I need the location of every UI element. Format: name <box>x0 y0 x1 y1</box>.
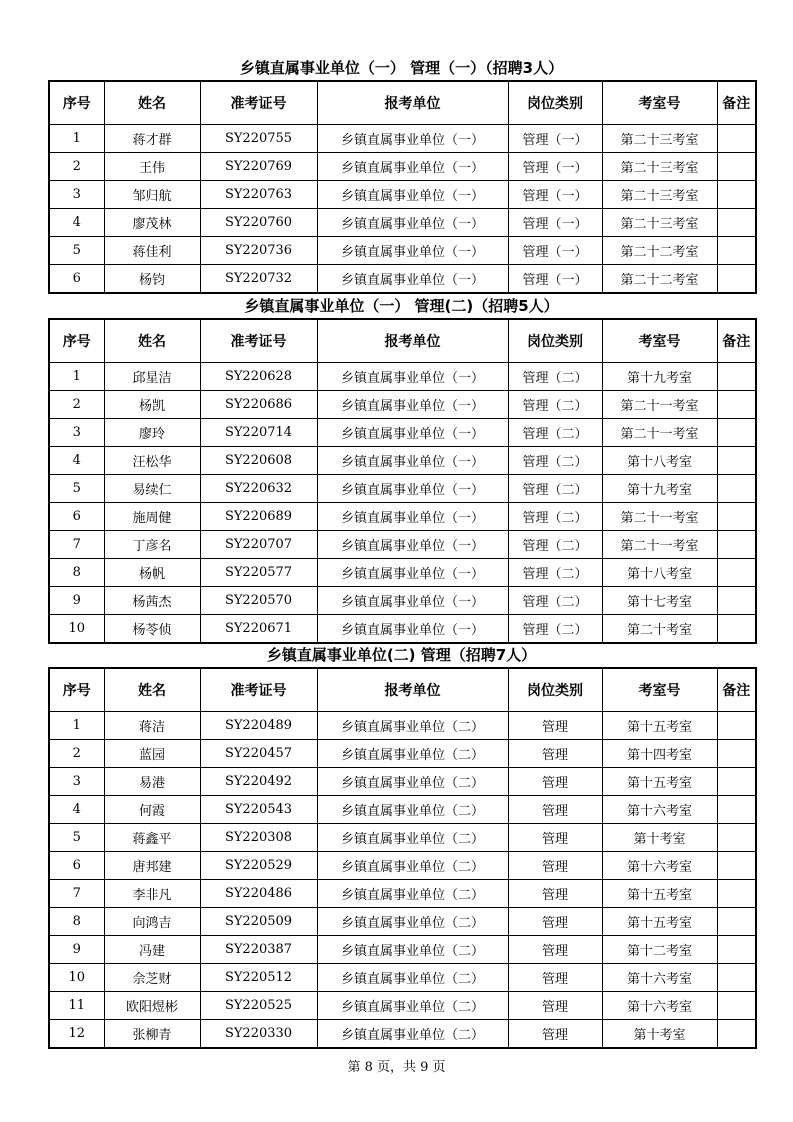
seq-cell: 1 <box>49 712 104 740</box>
seq-cell: 7 <box>49 880 104 908</box>
unit-cell: 乡镇直属事业单位（一） <box>317 265 508 294</box>
post-cell: 管理（二） <box>508 391 602 419</box>
exam-id-cell: SY220632 <box>200 475 317 503</box>
room-cell: 第十七考室 <box>602 587 717 615</box>
unit-cell: 乡镇直属事业单位（一） <box>317 391 508 419</box>
exam-id-cell: SY220769 <box>200 153 317 181</box>
name-cell: 邹归航 <box>104 181 200 209</box>
room-cell: 第十九考室 <box>602 475 717 503</box>
table-row <box>49 824 756 852</box>
exam-id-cell: SY220686 <box>200 391 317 419</box>
name-cell: 杨苓侦 <box>104 615 200 644</box>
name-cell: 王伟 <box>104 153 200 181</box>
seq-cell: 1 <box>49 363 104 391</box>
exam-id-cell: SY220714 <box>200 419 317 447</box>
note-cell <box>717 531 756 559</box>
post-cell: 管理 <box>508 880 602 908</box>
unit-cell: 乡镇直属事业单位（二） <box>317 1020 508 1049</box>
unit-cell: 乡镇直属事业单位（二） <box>317 796 508 824</box>
unit-cell: 乡镇直属事业单位（一） <box>317 125 508 153</box>
table-row <box>49 531 756 559</box>
table-row <box>49 153 756 181</box>
column-header: 姓名 <box>104 319 200 363</box>
seq-cell: 10 <box>49 964 104 992</box>
table-row <box>49 559 756 587</box>
note-cell <box>717 712 756 740</box>
exam-id-cell: SY220330 <box>200 1020 317 1049</box>
room-cell: 第二十一考室 <box>602 503 717 531</box>
post-cell: 管理 <box>508 824 602 852</box>
note-cell <box>717 908 756 936</box>
room-cell: 第十六考室 <box>602 852 717 880</box>
name-cell: 蒋鑫平 <box>104 824 200 852</box>
exam-id-cell: SY220760 <box>200 209 317 237</box>
column-header: 准考证号 <box>200 81 317 125</box>
table-row <box>49 768 756 796</box>
post-cell: 管理 <box>508 740 602 768</box>
post-cell: 管理（二） <box>508 503 602 531</box>
table-row <box>49 615 756 644</box>
note-cell <box>717 880 756 908</box>
column-header: 岗位类别 <box>508 319 602 363</box>
unit-cell: 乡镇直属事业单位（一） <box>317 531 508 559</box>
unit-cell: 乡镇直属事业单位（一） <box>317 615 508 644</box>
post-cell: 管理（一） <box>508 237 602 265</box>
name-cell: 丁彦名 <box>104 531 200 559</box>
post-cell: 管理 <box>508 768 602 796</box>
seq-cell: 6 <box>49 265 104 294</box>
column-header: 准考证号 <box>200 668 317 712</box>
column-header: 姓名 <box>104 81 200 125</box>
table-row <box>49 419 756 447</box>
table-row <box>49 475 756 503</box>
section-title-2: 乡镇直属事业单位（一） 管理(二)（招聘5人） <box>244 297 559 315</box>
exam-id-cell: SY220492 <box>200 768 317 796</box>
seq-cell: 4 <box>49 796 104 824</box>
name-cell: 冯建 <box>104 936 200 964</box>
name-cell: 蓝园 <box>104 740 200 768</box>
table-row <box>49 936 756 964</box>
note-cell <box>717 181 756 209</box>
post-cell: 管理（二） <box>508 559 602 587</box>
exam-id-cell: SY220543 <box>200 796 317 824</box>
seq-cell: 1 <box>49 125 104 153</box>
note-cell <box>717 559 756 587</box>
room-cell: 第十考室 <box>602 824 717 852</box>
exam-id-cell: SY220525 <box>200 992 317 1020</box>
exam-id-cell: SY220755 <box>200 125 317 153</box>
post-cell: 管理（一） <box>508 125 602 153</box>
table-row <box>49 363 756 391</box>
section-title-1: 乡镇直属事业单位（一） 管理（一）（招聘3人） <box>239 59 564 77</box>
room-cell: 第二十三考室 <box>602 125 717 153</box>
seq-cell: 7 <box>49 531 104 559</box>
note-cell <box>717 852 756 880</box>
unit-cell: 乡镇直属事业单位（二） <box>317 768 508 796</box>
column-header: 序号 <box>49 81 104 125</box>
unit-cell: 乡镇直属事业单位（二） <box>317 936 508 964</box>
note-cell <box>717 447 756 475</box>
table-row <box>49 740 756 768</box>
exam-id-cell: SY220529 <box>200 852 317 880</box>
exam-id-cell: SY220457 <box>200 740 317 768</box>
column-header: 报考单位 <box>317 319 508 363</box>
room-cell: 第十四考室 <box>602 740 717 768</box>
post-cell: 管理 <box>508 852 602 880</box>
column-header: 序号 <box>49 319 104 363</box>
name-cell: 向鸿吉 <box>104 908 200 936</box>
room-cell: 第十九考室 <box>602 363 717 391</box>
column-header: 岗位类别 <box>508 668 602 712</box>
room-cell: 第十五考室 <box>602 768 717 796</box>
table-row <box>49 587 756 615</box>
room-cell: 第二十一考室 <box>602 419 717 447</box>
page-footer: 第 8 页，共 9 页 <box>347 1060 446 1075</box>
seq-cell: 9 <box>49 587 104 615</box>
note-cell <box>717 265 756 294</box>
name-cell: 唐邦建 <box>104 852 200 880</box>
column-header: 备注 <box>717 81 756 125</box>
post-cell: 管理 <box>508 964 602 992</box>
name-cell: 廖玲 <box>104 419 200 447</box>
room-cell: 第十八考室 <box>602 559 717 587</box>
column-header: 岗位类别 <box>508 81 602 125</box>
column-header: 准考证号 <box>200 319 317 363</box>
room-cell: 第十六考室 <box>602 992 717 1020</box>
seq-cell: 10 <box>49 615 104 644</box>
name-cell: 易港 <box>104 768 200 796</box>
note-cell <box>717 237 756 265</box>
name-cell: 何霞 <box>104 796 200 824</box>
exam-id-cell: SY220489 <box>200 712 317 740</box>
exam-id-cell: SY220509 <box>200 908 317 936</box>
name-cell: 张柳青 <box>104 1020 200 1049</box>
table-row <box>49 237 756 265</box>
column-header: 姓名 <box>104 668 200 712</box>
exam-id-cell: SY220671 <box>200 615 317 644</box>
post-cell: 管理（二） <box>508 615 602 644</box>
unit-cell: 乡镇直属事业单位（一） <box>317 447 508 475</box>
room-cell: 第二十三考室 <box>602 209 717 237</box>
note-cell <box>717 964 756 992</box>
seq-cell: 4 <box>49 447 104 475</box>
roster-table-3 <box>48 667 757 1049</box>
unit-cell: 乡镇直属事业单位（一） <box>317 419 508 447</box>
seq-cell: 3 <box>49 419 104 447</box>
table-header-row <box>49 81 756 125</box>
name-cell: 杨茜杰 <box>104 587 200 615</box>
table-row <box>49 1020 756 1049</box>
post-cell: 管理（一） <box>508 265 602 294</box>
name-cell: 邱星洁 <box>104 363 200 391</box>
table-row <box>49 209 756 237</box>
name-cell: 易续仁 <box>104 475 200 503</box>
exam-id-cell: SY220577 <box>200 559 317 587</box>
table-header-row <box>49 668 756 712</box>
seq-cell: 6 <box>49 852 104 880</box>
unit-cell: 乡镇直属事业单位（一） <box>317 475 508 503</box>
seq-cell: 3 <box>49 181 104 209</box>
table-row <box>49 391 756 419</box>
seq-cell: 5 <box>49 824 104 852</box>
room-cell: 第二十一考室 <box>602 531 717 559</box>
unit-cell: 乡镇直属事业单位（二） <box>317 908 508 936</box>
room-cell: 第二十二考室 <box>602 237 717 265</box>
exam-id-cell: SY220570 <box>200 587 317 615</box>
roster-table-2 <box>48 318 757 644</box>
exam-id-cell: SY220387 <box>200 936 317 964</box>
table-row <box>49 852 756 880</box>
seq-cell: 5 <box>49 475 104 503</box>
name-cell: 杨帆 <box>104 559 200 587</box>
note-cell <box>717 796 756 824</box>
name-cell: 蒋洁 <box>104 712 200 740</box>
section-title-3: 乡镇直属事业单位(二) 管理（招聘7人） <box>266 646 537 664</box>
column-header: 考室号 <box>602 319 717 363</box>
name-cell: 欧阳煜彬 <box>104 992 200 1020</box>
post-cell: 管理 <box>508 992 602 1020</box>
room-cell: 第二十一考室 <box>602 391 717 419</box>
column-header: 考室号 <box>602 668 717 712</box>
room-cell: 第二十三考室 <box>602 153 717 181</box>
room-cell: 第十五考室 <box>602 880 717 908</box>
exam-id-cell: SY220628 <box>200 363 317 391</box>
seq-cell: 6 <box>49 503 104 531</box>
room-cell: 第二十三考室 <box>602 181 717 209</box>
name-cell: 施周健 <box>104 503 200 531</box>
name-cell: 蒋才群 <box>104 125 200 153</box>
seq-cell: 2 <box>49 391 104 419</box>
note-cell <box>717 615 756 644</box>
seq-cell: 11 <box>49 992 104 1020</box>
exam-id-cell: SY220732 <box>200 265 317 294</box>
name-cell: 杨钧 <box>104 265 200 294</box>
name-cell: 李非凡 <box>104 880 200 908</box>
column-header: 报考单位 <box>317 81 508 125</box>
post-cell: 管理（二） <box>508 419 602 447</box>
post-cell: 管理（二） <box>508 475 602 503</box>
table-row <box>49 125 756 153</box>
column-header: 报考单位 <box>317 668 508 712</box>
note-cell <box>717 587 756 615</box>
room-cell: 第十八考室 <box>602 447 717 475</box>
note-cell <box>717 824 756 852</box>
unit-cell: 乡镇直属事业单位（二） <box>317 712 508 740</box>
post-cell: 管理（二） <box>508 587 602 615</box>
unit-cell: 乡镇直属事业单位（二） <box>317 852 508 880</box>
unit-cell: 乡镇直属事业单位（一） <box>317 587 508 615</box>
unit-cell: 乡镇直属事业单位（二） <box>317 880 508 908</box>
seq-cell: 8 <box>49 908 104 936</box>
post-cell: 管理 <box>508 1020 602 1049</box>
table-row <box>49 880 756 908</box>
exam-id-cell: SY220308 <box>200 824 317 852</box>
note-cell <box>717 209 756 237</box>
unit-cell: 乡镇直属事业单位（一） <box>317 153 508 181</box>
note-cell <box>717 125 756 153</box>
exam-id-cell: SY220707 <box>200 531 317 559</box>
post-cell: 管理（一） <box>508 181 602 209</box>
note-cell <box>717 419 756 447</box>
unit-cell: 乡镇直属事业单位（二） <box>317 740 508 768</box>
roster-table-1 <box>48 80 757 294</box>
note-cell <box>717 740 756 768</box>
unit-cell: 乡镇直属事业单位（一） <box>317 209 508 237</box>
post-cell: 管理 <box>508 712 602 740</box>
table-row <box>49 503 756 531</box>
table-header-row <box>49 319 756 363</box>
unit-cell: 乡镇直属事业单位（二） <box>317 824 508 852</box>
exam-id-cell: SY220689 <box>200 503 317 531</box>
note-cell <box>717 503 756 531</box>
name-cell: 廖茂林 <box>104 209 200 237</box>
post-cell: 管理 <box>508 796 602 824</box>
name-cell: 杨凯 <box>104 391 200 419</box>
post-cell: 管理 <box>508 908 602 936</box>
seq-cell: 8 <box>49 559 104 587</box>
name-cell: 佘芝财 <box>104 964 200 992</box>
unit-cell: 乡镇直属事业单位（一） <box>317 559 508 587</box>
post-cell: 管理（二） <box>508 447 602 475</box>
room-cell: 第十五考室 <box>602 712 717 740</box>
post-cell: 管理（一） <box>508 209 602 237</box>
unit-cell: 乡镇直属事业单位（二） <box>317 992 508 1020</box>
note-cell <box>717 936 756 964</box>
unit-cell: 乡镇直属事业单位（二） <box>317 964 508 992</box>
unit-cell: 乡镇直属事业单位（一） <box>317 503 508 531</box>
seq-cell: 5 <box>49 237 104 265</box>
seq-cell: 12 <box>49 1020 104 1049</box>
note-cell <box>717 475 756 503</box>
room-cell: 第十考室 <box>602 1020 717 1049</box>
name-cell: 汪松华 <box>104 447 200 475</box>
column-header: 序号 <box>49 668 104 712</box>
seq-cell: 9 <box>49 936 104 964</box>
table-row <box>49 447 756 475</box>
seq-cell: 2 <box>49 153 104 181</box>
column-header: 备注 <box>717 319 756 363</box>
table-row <box>49 992 756 1020</box>
post-cell: 管理（二） <box>508 531 602 559</box>
note-cell <box>717 992 756 1020</box>
post-cell: 管理（二） <box>508 363 602 391</box>
seq-cell: 4 <box>49 209 104 237</box>
table-row <box>49 181 756 209</box>
table-row <box>49 908 756 936</box>
note-cell <box>717 391 756 419</box>
room-cell: 第二十二考室 <box>602 265 717 294</box>
post-cell: 管理 <box>508 936 602 964</box>
room-cell: 第十六考室 <box>602 964 717 992</box>
room-cell: 第十六考室 <box>602 796 717 824</box>
room-cell: 第二十考室 <box>602 615 717 644</box>
table-row <box>49 265 756 294</box>
table-row <box>49 796 756 824</box>
table-row <box>49 964 756 992</box>
unit-cell: 乡镇直属事业单位（一） <box>317 363 508 391</box>
column-header: 考室号 <box>602 81 717 125</box>
name-cell: 蒋佳利 <box>104 237 200 265</box>
seq-cell: 2 <box>49 740 104 768</box>
note-cell <box>717 1020 756 1049</box>
exam-id-cell: SY220486 <box>200 880 317 908</box>
exam-id-cell: SY220608 <box>200 447 317 475</box>
unit-cell: 乡镇直属事业单位（一） <box>317 237 508 265</box>
post-cell: 管理（一） <box>508 153 602 181</box>
seq-cell: 3 <box>49 768 104 796</box>
unit-cell: 乡镇直属事业单位（一） <box>317 181 508 209</box>
note-cell <box>717 768 756 796</box>
exam-id-cell: SY220512 <box>200 964 317 992</box>
exam-id-cell: SY220763 <box>200 181 317 209</box>
room-cell: 第十二考室 <box>602 936 717 964</box>
table-row <box>49 712 756 740</box>
room-cell: 第十五考室 <box>602 908 717 936</box>
note-cell <box>717 363 756 391</box>
exam-id-cell: SY220736 <box>200 237 317 265</box>
column-header: 备注 <box>717 668 756 712</box>
note-cell <box>717 153 756 181</box>
